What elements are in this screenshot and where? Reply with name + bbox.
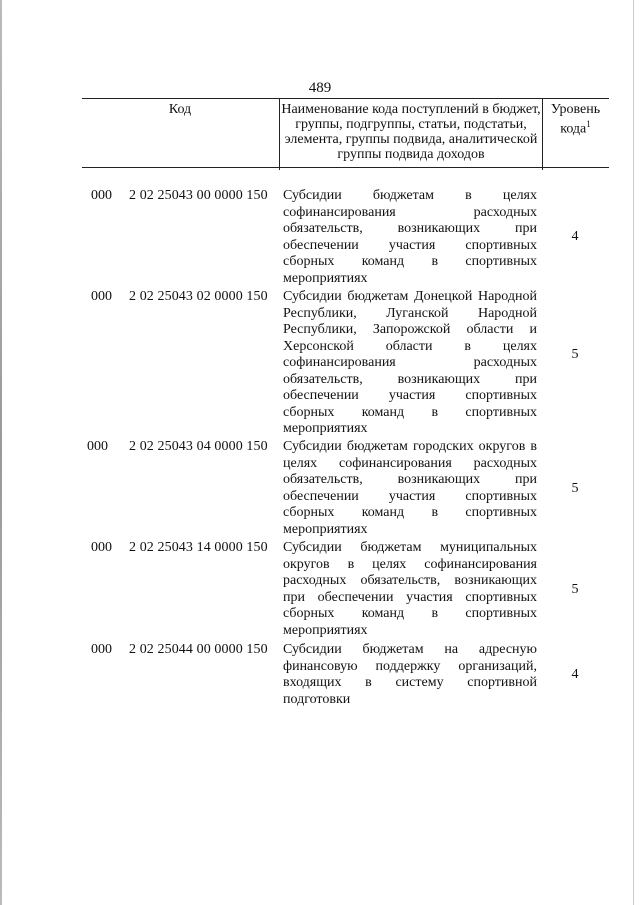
table-row: [0, 289, 640, 439]
row-code: 2 02 25043 02 0000 150: [129, 289, 268, 304]
table-row: [0, 439, 640, 540]
table-row: [0, 188, 640, 289]
header-name: Наименование кода поступлений в бюджет, группы, подгруппы, статьи, подстатьи, элемента, группы подвида, аналитической группы подвида доходов: [279, 99, 543, 170]
header-code: Код: [168, 102, 192, 117]
row-name: Субсидии бюджетам Донецкой Народной Республики, Луганской Народной Республики, Запорожской области и Херсонской области в целях софинансирования расходных обязательств, возникающих при обеспечении участия спортивных сборных команд в спортивных мероприятиях: [283, 289, 537, 436]
header-level-label: Уровень кода: [550, 102, 601, 137]
table-body: [0, 188, 640, 712]
row-code: 2 02 25043 04 0000 150: [129, 439, 268, 454]
row-name: Субсидии бюджетам муниципальных округов в целях софинансирования расходных обязательств, возникающих при обеспечении участия спортивных сборных команд в спортивных мероприятиях: [283, 540, 537, 638]
page-number: 489: [308, 80, 332, 96]
row-level: 5: [571, 582, 579, 597]
row-name: Субсидии бюджетам городских округов в целях софинансирования расходных обязательств, возникающих при обеспечении участия спортивных сборных команд в спортивных мероприятиях: [283, 439, 537, 537]
table-row: [0, 540, 640, 642]
row-name: Субсидии бюджетам в целях софинансирования расходных обязательств, возникающих при обеспечении участия спортивных сборных команд в спортивных мероприятиях: [283, 188, 537, 286]
header-level: [542, 99, 609, 170]
row-level: 5: [571, 347, 579, 362]
table-row: [0, 642, 640, 712]
row-level: 5: [571, 481, 579, 496]
row-prefix: 000: [91, 642, 112, 657]
row-level: 4: [571, 667, 579, 682]
row-name: Субсидии бюджетам на адресную финансовую поддержку организаций, входящих в систему спортивной подготовки: [283, 642, 537, 707]
row-code: 2 02 25043 00 0000 150: [129, 188, 268, 203]
row-level: 4: [571, 229, 579, 244]
table-header: [82, 98, 609, 168]
row-code: 2 02 25043 14 0000 150: [129, 540, 268, 555]
row-prefix: 000: [91, 540, 112, 555]
row-prefix: 000: [91, 188, 112, 203]
row-prefix: 000: [87, 439, 108, 454]
row-code: 2 02 25044 00 0000 150: [129, 642, 268, 657]
header-level-footnote: 1: [586, 119, 591, 129]
row-prefix: 000: [91, 289, 112, 304]
